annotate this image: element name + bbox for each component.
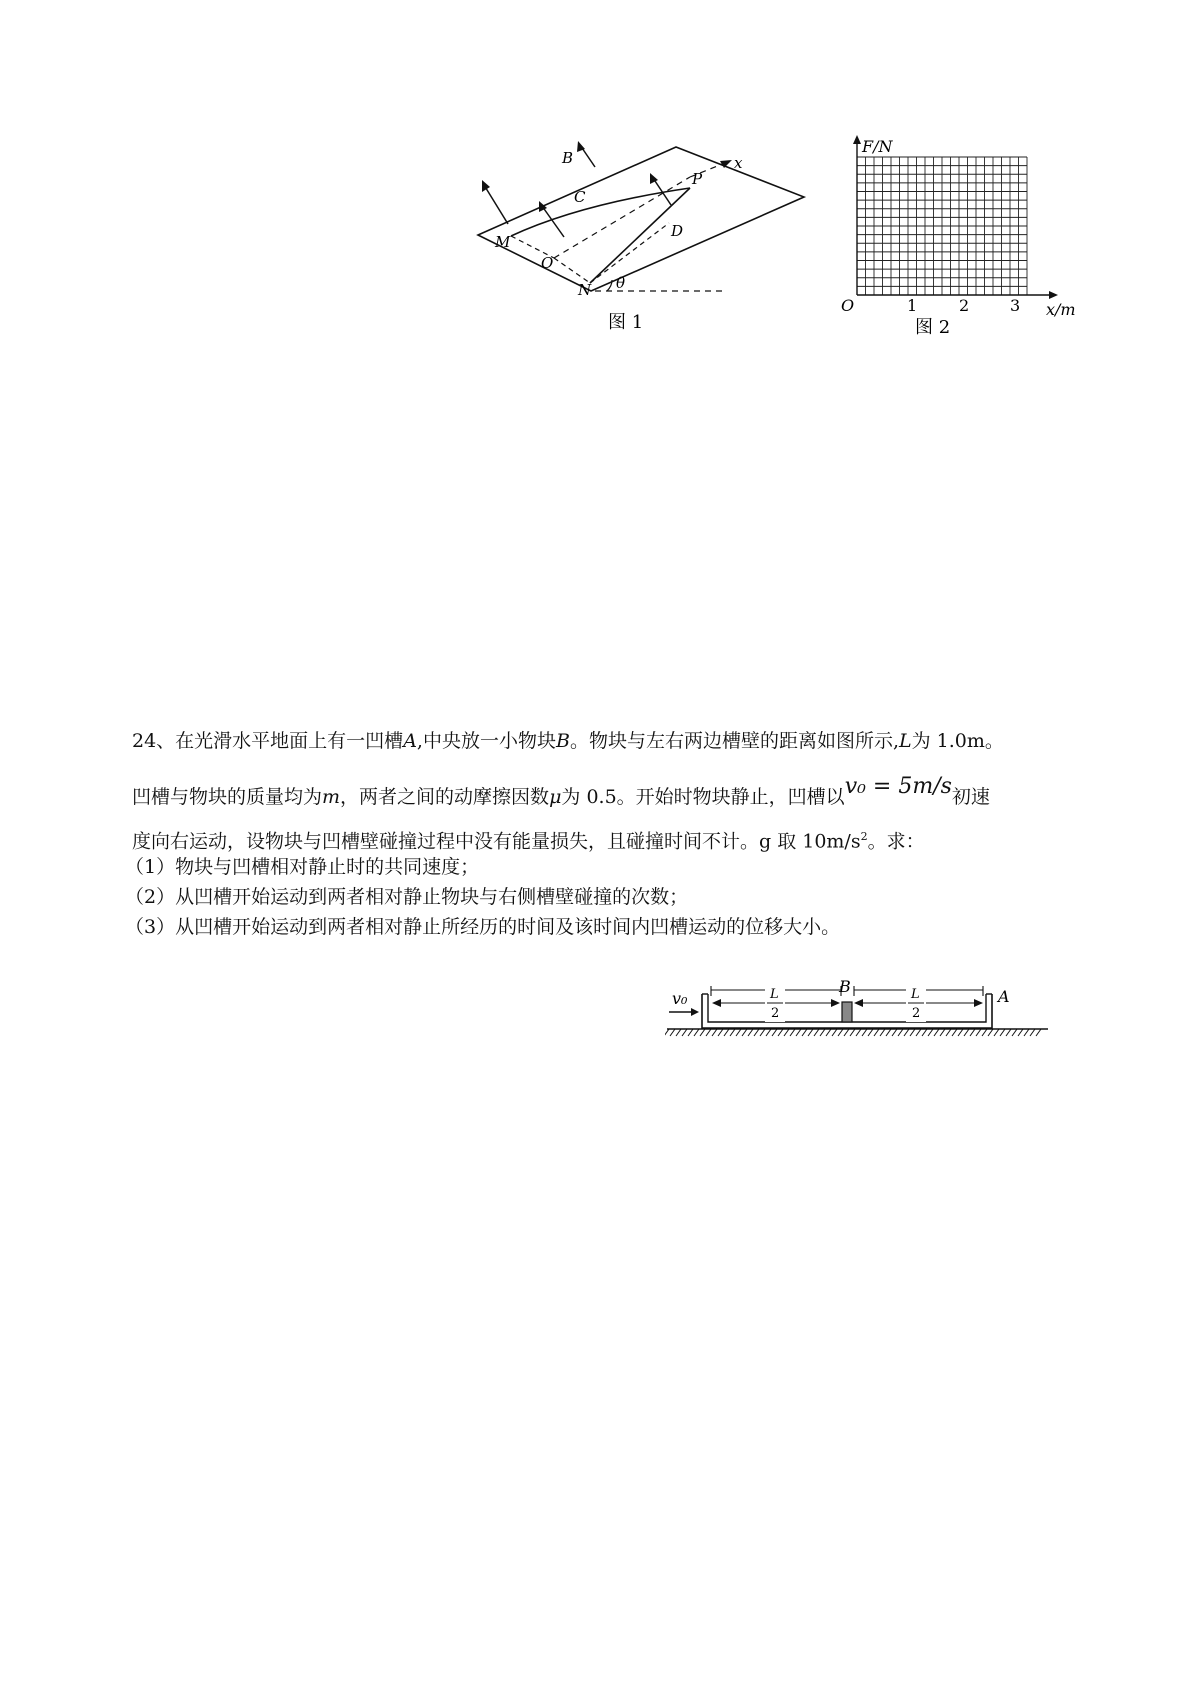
ground-hatch bbox=[718, 1029, 723, 1036]
p24-l1-b: ,中央放一小物块 bbox=[416, 730, 556, 752]
figure-1-caption: 图 1 bbox=[608, 312, 644, 333]
ground-hatch bbox=[790, 1029, 795, 1036]
figure-2-caption: 图 2 bbox=[915, 317, 951, 338]
ground-hatch bbox=[994, 1029, 999, 1036]
ground-hatch bbox=[832, 1029, 837, 1036]
ground-hatch bbox=[665, 1029, 669, 1036]
ground-hatch bbox=[844, 1029, 849, 1036]
problem-24-line-3 bbox=[132, 823, 925, 855]
ground-hatch bbox=[700, 1029, 705, 1036]
label-theta: θ bbox=[616, 274, 626, 292]
label-M: M bbox=[495, 233, 511, 251]
fraction-right-num: L bbox=[911, 987, 920, 1002]
label-B-block: B bbox=[839, 977, 851, 996]
ground-hatch bbox=[760, 1029, 765, 1036]
ground-hatch bbox=[1000, 1029, 1005, 1036]
v0-arrowhead bbox=[691, 1008, 699, 1016]
ground-hatch bbox=[820, 1029, 825, 1036]
label-N: N bbox=[578, 281, 592, 299]
ground-hatch bbox=[910, 1029, 915, 1036]
label-D: D bbox=[671, 222, 684, 240]
p24-l2-d: 初速 bbox=[951, 786, 990, 808]
x-tick-2: 2 bbox=[959, 296, 970, 315]
x-axis-arrowhead bbox=[1049, 291, 1058, 299]
ground-hatch bbox=[892, 1029, 897, 1036]
ground-hatch bbox=[982, 1029, 987, 1036]
y-axis-label: F/N bbox=[862, 137, 893, 156]
ground-hatching bbox=[665, 1029, 1041, 1036]
x-tick-1: 1 bbox=[907, 296, 918, 315]
label-O: O bbox=[541, 254, 554, 272]
p24-l3-b: 。求： bbox=[867, 830, 925, 853]
question-1: （1）物块与凹槽相对静止时的共同速度； bbox=[125, 856, 480, 878]
ground-hatch bbox=[958, 1029, 963, 1036]
superscript-2: 2 bbox=[860, 830, 868, 843]
grid-lines bbox=[857, 157, 1027, 295]
ground-hatch bbox=[970, 1029, 975, 1036]
var-B: B bbox=[555, 730, 570, 752]
ground-hatch bbox=[952, 1029, 957, 1036]
ground-hatch bbox=[874, 1029, 879, 1036]
ground-hatch bbox=[976, 1029, 981, 1036]
ground-hatch bbox=[712, 1029, 717, 1036]
label-C: C bbox=[574, 188, 586, 206]
question-2: （2）从凹槽开始运动到两者相对静止物块与右侧槽壁碰撞的次数； bbox=[125, 886, 689, 908]
dim-left-arrow-r bbox=[831, 999, 840, 1007]
wire-M-C-P bbox=[511, 188, 690, 236]
ground-hatch bbox=[934, 1029, 939, 1036]
label-B: B bbox=[562, 149, 574, 167]
ground-hatch bbox=[850, 1029, 855, 1036]
ground-hatch bbox=[1018, 1029, 1023, 1036]
p24-l1-a: 24、在光滑水平地面上有一凹槽 bbox=[132, 730, 404, 752]
ground-hatch bbox=[784, 1029, 789, 1036]
label-A-groove: A bbox=[998, 987, 1010, 1006]
ground-hatch bbox=[868, 1029, 873, 1036]
ground-hatch bbox=[724, 1029, 729, 1036]
ground-hatch bbox=[838, 1029, 843, 1036]
ground-hatch bbox=[862, 1029, 867, 1036]
figure-2-grid bbox=[840, 135, 1090, 345]
fraction-left-den: 2 bbox=[771, 1006, 780, 1021]
label-P: P bbox=[692, 170, 703, 188]
ground-hatch bbox=[742, 1029, 747, 1036]
dashed-O-N bbox=[554, 258, 590, 283]
ground-hatch bbox=[676, 1029, 681, 1036]
ground-hatch bbox=[706, 1029, 711, 1036]
x-axis-label: x/m bbox=[1046, 300, 1076, 319]
ground-hatch bbox=[670, 1029, 675, 1036]
p24-l1-d: 为 1.0m。 bbox=[911, 730, 1004, 752]
dim-left-arrow-l bbox=[712, 999, 721, 1007]
field-arrow-left bbox=[484, 185, 508, 224]
ground-hatch bbox=[796, 1029, 801, 1036]
ground-hatch bbox=[916, 1029, 921, 1036]
var-L: L bbox=[898, 730, 912, 752]
label-x: x bbox=[734, 154, 743, 172]
ground-hatch bbox=[988, 1029, 993, 1036]
field-arrow-left-head bbox=[482, 180, 490, 192]
problem-24-line-2 bbox=[132, 774, 990, 811]
ground-hatch bbox=[964, 1029, 969, 1036]
p24-l3-a: 度向右运动，设物块与凹槽壁碰撞过程中没有能量损失，且碰撞时间不计。g 取 10m/s bbox=[132, 830, 861, 853]
v0-formula: v₀ = 5m/s bbox=[844, 774, 952, 799]
ground-hatch bbox=[904, 1029, 909, 1036]
block-B bbox=[842, 1002, 852, 1022]
ground-hatch bbox=[826, 1029, 831, 1036]
ground-hatch bbox=[1030, 1029, 1035, 1036]
var-A: A bbox=[403, 730, 417, 752]
fraction-left-num: L bbox=[770, 987, 779, 1002]
ground-hatch bbox=[898, 1029, 903, 1036]
ground-hatch bbox=[808, 1029, 813, 1036]
p24-l2-c: 为 0.5。开始时物块静止，凹槽以 bbox=[561, 786, 845, 808]
ground-hatch bbox=[1036, 1029, 1041, 1036]
ground-hatch bbox=[1012, 1029, 1017, 1036]
figure-1-inclined-plane bbox=[470, 140, 810, 340]
ground-hatch bbox=[940, 1029, 945, 1036]
ground-hatch bbox=[748, 1029, 753, 1036]
ground-hatch bbox=[736, 1029, 741, 1036]
ground-hatch bbox=[946, 1029, 951, 1036]
p24-l1-c: 。物块与左右两边槽壁的距离如图所示, bbox=[569, 730, 899, 752]
ground-hatch bbox=[928, 1029, 933, 1036]
ground-hatch bbox=[856, 1029, 861, 1036]
ground-hatch bbox=[730, 1029, 735, 1036]
p24-l2-b: ，两者之间的动摩擦因数 bbox=[340, 786, 550, 808]
p24-l2-a: 凹槽与物块的质量均为 bbox=[132, 786, 323, 808]
ground-hatch bbox=[880, 1029, 885, 1036]
label-v0: v₀ bbox=[672, 989, 688, 1008]
ground-hatch bbox=[886, 1029, 891, 1036]
ground-hatch bbox=[694, 1029, 699, 1036]
ground-hatch bbox=[922, 1029, 927, 1036]
question-3: （3）从凹槽开始运动到两者相对静止所经历的时间及该时间内凹槽运动的位移大小。 bbox=[125, 916, 841, 938]
problem-24-line-1 bbox=[132, 727, 1004, 755]
ground-hatch bbox=[1024, 1029, 1029, 1036]
dim-right-arrow-l bbox=[854, 999, 863, 1007]
fraction-right-den: 2 bbox=[912, 1006, 921, 1021]
x-tick-3: 3 bbox=[1010, 296, 1021, 315]
ground-hatch bbox=[778, 1029, 783, 1036]
figure-3-groove bbox=[665, 972, 1050, 1044]
ground-hatch bbox=[814, 1029, 819, 1036]
y-axis-arrowhead bbox=[853, 135, 861, 144]
ground-hatch bbox=[1006, 1029, 1011, 1036]
var-mu: μ bbox=[549, 786, 562, 808]
inclined-plane bbox=[478, 147, 804, 291]
var-m: m bbox=[322, 786, 341, 808]
origin-label: O bbox=[841, 296, 855, 315]
ground-hatch bbox=[766, 1029, 771, 1036]
dim-right-arrow-r bbox=[974, 999, 983, 1007]
ground-hatch bbox=[802, 1029, 807, 1036]
ground-hatch bbox=[682, 1029, 687, 1036]
ground-hatch bbox=[754, 1029, 759, 1036]
ground-hatch bbox=[688, 1029, 693, 1036]
ground-hatch bbox=[772, 1029, 777, 1036]
